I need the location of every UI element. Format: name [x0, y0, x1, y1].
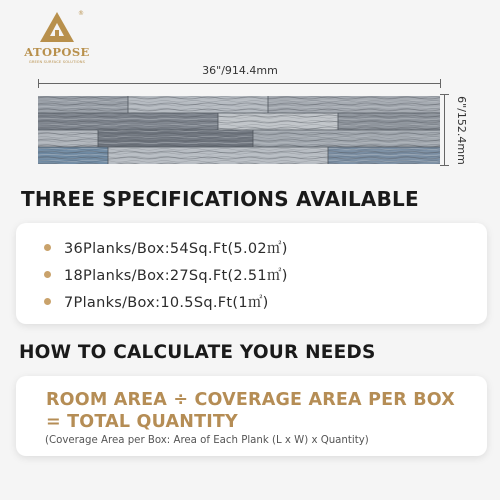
calc-card	[16, 376, 487, 456]
spec-text: 36Planks/Box:54Sq.Ft(5.02㎡)	[64, 241, 288, 257]
spec-item	[44, 288, 288, 315]
brand-tagline: GREEN SURFACE SOLUTIONS	[28, 60, 86, 64]
formula-line-1: ROOM AREA ÷ COVERAGE AREA PER BOX	[46, 390, 455, 410]
brand-logo	[17, 10, 97, 66]
width-dimension-label: 6"/152.4mm	[454, 95, 468, 165]
calc-heading: HOW TO CALCULATE YOUR NEEDS	[19, 342, 376, 363]
length-dimension-tick-left	[38, 79, 39, 88]
width-dimension-tick-bottom	[440, 165, 449, 166]
length-dimension-line	[38, 83, 440, 84]
spec-text: 7Planks/Box:10.5Sq.Ft(1㎡)	[64, 295, 269, 311]
formula-line-2: = TOTAL QUANTITY	[46, 412, 238, 432]
bullet-dot-icon	[44, 244, 51, 251]
length-dimension-label: 36"/914.4mm	[202, 64, 278, 77]
logo-mark-icon	[40, 12, 74, 42]
width-dimension-tick-top	[440, 94, 449, 95]
brand-name: ATOPOSE	[24, 45, 90, 59]
spec-item	[44, 261, 288, 288]
formula-note: (Coverage Area per Box: Area of Each Plank (L x W) x Quantity)	[45, 435, 369, 446]
specs-card	[16, 223, 487, 324]
plank-image	[38, 96, 440, 164]
width-dimension-label-wrap	[454, 94, 468, 166]
specs-list	[44, 234, 288, 315]
length-dimension-tick-right	[440, 79, 441, 88]
spec-text: 18Planks/Box:27Sq.Ft(2.51㎡)	[64, 268, 288, 284]
registered-mark: ®	[78, 10, 84, 17]
specs-heading: THREE SPECIFICATIONS AVAILABLE	[21, 187, 419, 211]
bullet-dot-icon	[44, 271, 51, 278]
width-dimension-line	[444, 94, 445, 165]
spec-item	[44, 234, 288, 261]
bullet-dot-icon	[44, 298, 51, 305]
formula	[46, 389, 455, 433]
